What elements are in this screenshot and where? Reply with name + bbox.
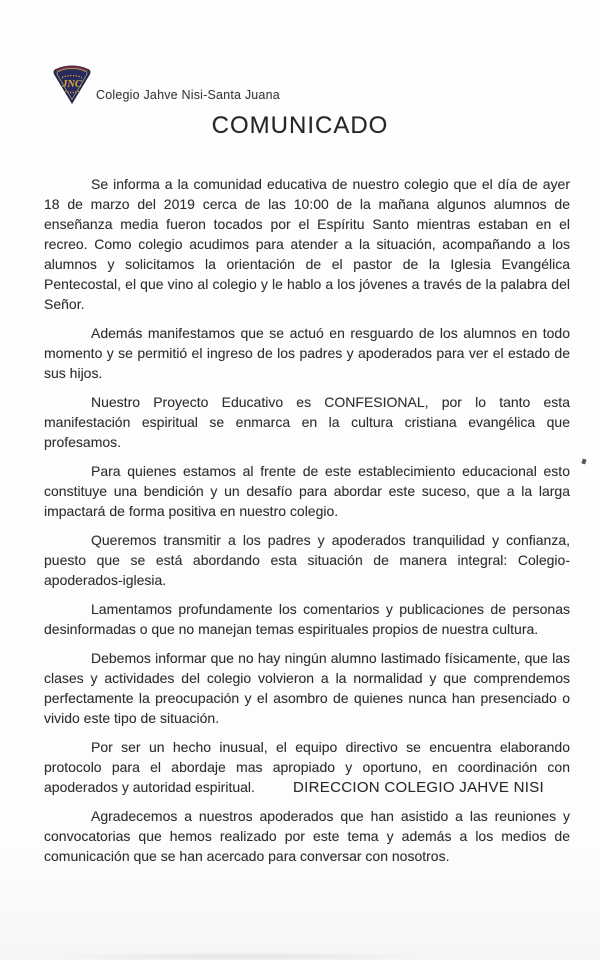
scan-artifact-dot [581, 458, 586, 464]
document-body [44, 174, 570, 875]
logo-monogram-text: JNC [62, 79, 82, 90]
school-logo [51, 63, 93, 105]
paragraph: Nuestro Proyecto Educativo es CONFESIONAL, por lo tanto esta manifestación espiritual se enmarca en la cultura cristiana evangélica que profesamos. [44, 394, 570, 450]
school-shield-icon [51, 63, 93, 105]
document-title: COMUNICADO [211, 112, 389, 139]
signature-line: DIRECCION COLEGIO JAHVE NISI [293, 779, 544, 796]
paragraph: Además manifestamos que se actuó en resguardo de los alumnos en todo momento y se permitió el ingreso de los padres y apoderados para ver el estado de sus hijos. [44, 325, 570, 381]
paragraph: Para quienes estamos al frente de este establecimiento educacional esto constituye una bendición y un desafío para abordar este suceso, que a la larga impactará de forma positiva en nuestro colegio. [44, 463, 570, 519]
paragraph: Agradecemos a nuestros apoderados que han asistido a las reuniones y convocatorias que hemos realizado por este tema y además a los medios de comunicación que se han acercado para conversar con nosotros. [44, 808, 570, 864]
paragraph: Queremos transmitir a los padres y apoderados tranquilidad y confianza, puesto que se está abordando esta situación de manera integral: Colegio-apoderados-iglesia. [44, 532, 570, 588]
paragraph: Lamentamos profundamente los comentarios y publicaciones de personas desinformadas o que no manejan temas espirituales propios de nuestra cultura. [44, 601, 570, 637]
paragraph: Por ser un hecho inusual, el equipo directivo se encuentra elaborando protocolo para el abordaje mas apropiado y oportuno, en coordinación con apoderados y autoridad espiritual. [44, 739, 570, 795]
paragraph: Debemos informar que no hay ningún alumno lastimado físicamente, que las clases y actividades del colegio volvieron a la normalidad y que comprendemos perfectamente la preocupación y el asombro de quienes nunca han presenciado o vivido este tipo de situación. [44, 650, 570, 726]
paragraph: Se informa a la comunidad educativa de nuestro colegio que el día de ayer 18 de marzo del 2019 cerca de las 10:00 de la mañana algunos alumnos de enseñanza media fueron tocados por el Espíritu Santo mientras estaban en el recreo. Como colegio acudimos para atender a la situación, acompañando a los alumnos y solicitamos la orientación de el pastor de la Iglesia Evangélica Pentecostal, el que vino al colegio y le hablo a los jóvenes a través de la palabra del Señor. [44, 176, 570, 312]
school-name: Colegio Jahve Nisi-Santa Juana [96, 88, 280, 102]
page-bottom-shadow [40, 953, 440, 960]
